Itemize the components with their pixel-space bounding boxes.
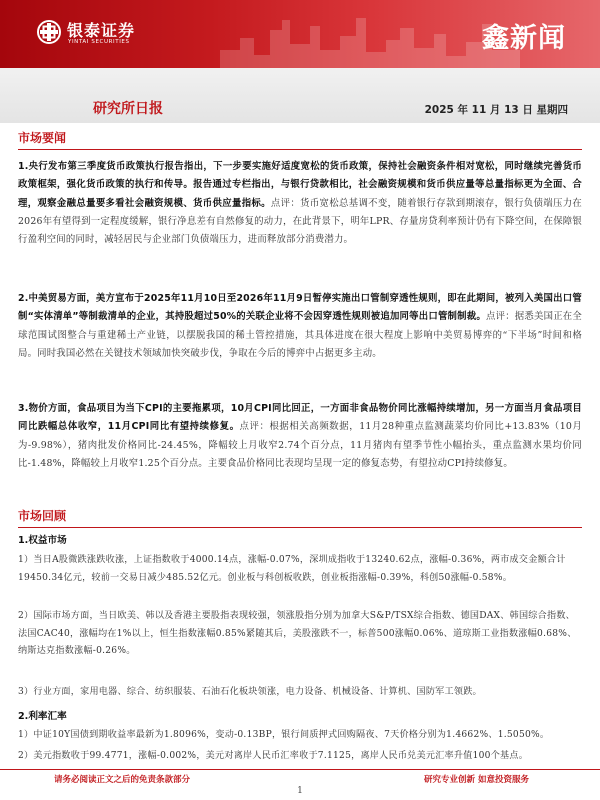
skyline-decoration bbox=[220, 0, 520, 68]
news-item-headline: 3.物价方面，食品项目为当下CPI的主要拖累项，10月CPI同比回正，一方面非食品物价同比涨幅持续增加，另一方面当月食品项目同比跌幅总体收窄，11月CPI同比有望持续修复。 bbox=[18, 403, 582, 433]
report-title: 研究所日报 bbox=[93, 101, 163, 117]
subsection-heading-rates: 2.利率汇率 bbox=[18, 711, 67, 722]
subsection-heading-equity: 1.权益市场 bbox=[18, 535, 67, 546]
equity-item-1: 1）当日A股微跌涨跌收涨，上证指数收于4000.14点，涨幅-0.07%，深圳成指收于13240.62点，涨幅-0.36%，两市成交金额合计19450.34亿元，较前一交易日减少485.52亿元。创业板与科创板收跌，创业板指涨幅-0.39%，科创50涨幅-0.58%。 bbox=[18, 555, 566, 583]
news-item-2 bbox=[18, 290, 582, 363]
section-heading-news: 市场要闻 bbox=[18, 131, 67, 145]
logo-subtext: YINTAI SECURITIES bbox=[68, 39, 130, 45]
logo-mark-icon bbox=[37, 20, 61, 44]
equity-item-3: 3）行业方面，家用电器、综合、纺织服装、石油石化板块领涨，电力设备、机械设备、计算机、国防军工领跌。 bbox=[18, 687, 482, 697]
brand-logo[interactable] bbox=[37, 17, 157, 51]
header-banner bbox=[0, 0, 600, 68]
news-item-comment: 点评：货币宽松总基调不变，随着银行存款到期滚存，银行负债端压力在2026年有望得到一定程度缓解，银行净息差有自然修复的动力，在此背景下，明年LPR、存量房贷利率预计仍有下降空间，在保障银行盈利空间的同时，减轻居民与企业部门负债端压力，进而释放部分消费潜力。 bbox=[18, 197, 583, 246]
footer-slogan: 研究专业创新 如意投资服务 bbox=[424, 775, 529, 785]
section-heading-review: 市场回顾 bbox=[18, 509, 67, 523]
section-divider bbox=[18, 527, 582, 528]
report-info-bar bbox=[0, 68, 600, 123]
report-date: 2025 年 11 月 13 日 星期四 bbox=[424, 104, 568, 116]
logo-text: 银泰证券 bbox=[67, 21, 136, 40]
equity-item-2: 2）国际市场方面，当日欧美、韩以及香港主要股指表现较强，领涨股指分别为加拿大S&P/TSX综合指数、德国DAX、韩国综合指数、法国CAC40，涨幅均在1%以上，恒生指数涨幅0.85%紧随其后，美股涨跌不一，标普500涨幅0.06%、道琼斯工业指数涨幅0.68%、纳斯达克指数涨幅-0.26%。 bbox=[18, 611, 577, 656]
footer-disclaimer: 请务必阅读正文之后的免责条款部分 bbox=[54, 775, 191, 785]
news-item-headline: 1.央行发布第三季度货币政策执行报告指出，下一步要实施好适度宽松的货币政策，保持社会融资条件相对宽松，同时继续完善货币政策框架，强化货币政策的执行和传导。报告通过专栏指出，与银行贷款相比，社会融资规模和货币供应量等总量指标更为全面、合理，观察金融总量要多看社会融资规模、货币供应量指标。 bbox=[18, 161, 582, 209]
news-item-comment: 点评：据悉美国正在全球范围试图整合与重建稀土产业链，以摆脱我国的稀土管控措施，其具体进度在很大程度上影响中美贸易博弈的“下半场”时间和格局。同时我国必然在关键技术领域加快突破步伐，争取在今后的博弈中占据更多主动。 bbox=[18, 311, 582, 359]
page-number: 1 bbox=[297, 786, 303, 796]
rates-item-2: 2）美元指数收于99.4771，涨幅-0.002%，美元对离岸人民币汇率收于7.1125，离岸人民币兑美元汇率升值100个基点。 bbox=[18, 751, 529, 761]
news-item-headline: 2.中美贸易方面，美方宣布于2025年11月10日至2026年11月9日暂停实施出口管制穿透性规则，即在此期间，被列入美国出口管制“实体清单”等制裁清单的企业，其持股超过50%的关联企业将不会因穿透性规则被追加同等出口管制制裁。 bbox=[18, 293, 582, 323]
publication-title: 鑫新闻 bbox=[482, 23, 566, 54]
rates-item-1: 1）中证10Y国债到期收益率最新为1.8096%，变动-0.13BP，银行间质押式回购隔夜、7天价格分别为1.4662%、1.5050%。 bbox=[18, 730, 550, 740]
news-item-1 bbox=[18, 158, 582, 249]
section-divider bbox=[18, 149, 582, 150]
news-item-comment: 点评：根据相关高频数据，11月28种重点监测蔬菜均价同比+13.83%（10月为-9.98%），猪肉批发价格同比-24.45%，降幅较上月收窄2.74个百分点，11月猪肉有望季节性小幅抬头，重点监测水果均价同比-1.48%，降幅较上月收窄1.25个百分点。主要食品价格同比表现均呈现一定的修复态势，有望拉动CPI持续修复。 bbox=[18, 421, 582, 469]
footer-divider bbox=[0, 769, 600, 770]
news-item-3 bbox=[18, 400, 582, 473]
